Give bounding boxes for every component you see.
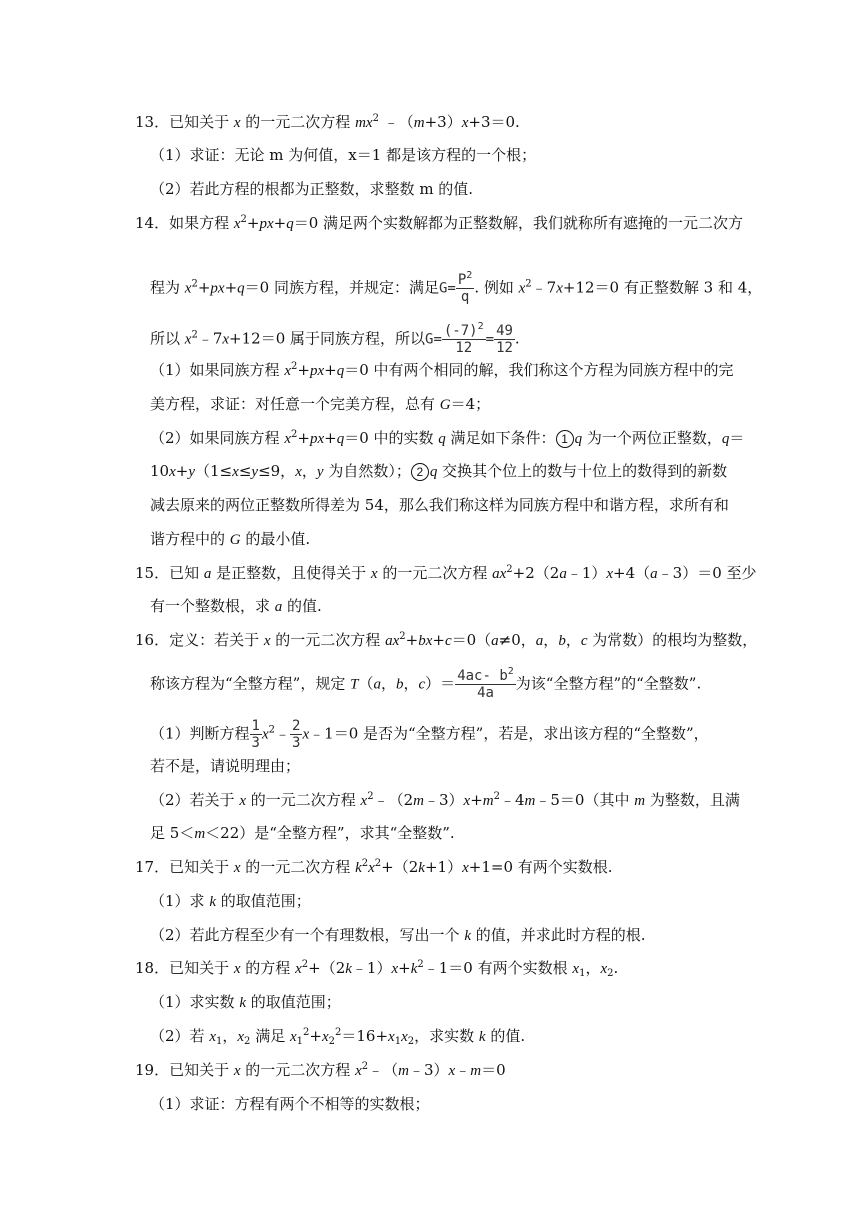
problem-17-part-1: （1）求 k 的取值范围； bbox=[150, 892, 311, 910]
problem-14-line-2: 程为 $x^2+px+q=0$ 同族方程，并规定：满足G= $\frac{P^2}{q}$ . 例如 $x^2﹣7x+12=0$ 有正整数解 3 和 4， bbox=[150, 270, 763, 305]
problem-17-stem: 17．已知关于 x 的一元二次方程 $k^2x^2+(2k+1)x+1=0$ 有两个实数根. bbox=[135, 858, 613, 876]
problem-17-part-2: （2）若此方程至少有一个有理数根，写出一个 k 的值，并求此时方程的根. bbox=[150, 926, 646, 944]
fraction-2-over-3: $\frac{2}{3}$ bbox=[292, 718, 301, 751]
problem-14-part-2-line-3: 减去原来的两位正整数所得差为 54，那么我们称这样为同族方程中和谐方程，求所有和 bbox=[150, 496, 729, 514]
problem-19-part-1: （1）求证：方程有两个不相等的实数根； bbox=[150, 1095, 430, 1113]
problem-19-stem: 19．已知关于 x 的一元二次方程 $x^2﹣(m﹣3)x﹣m=0$ bbox=[135, 1061, 506, 1079]
problem-16-line-2: 称该方程为“全整方程”，规定 T（a，b，c）＝ $\frac{4ac- b^2}{4a}$ 为该“全整方程”的“全整数”. bbox=[150, 666, 702, 701]
problem-13-part-1: （1）求证：无论 m 为何值，x＝1 都是该方程的一个根； bbox=[150, 146, 537, 164]
problem-16-part-2-line-1: （2）若关于 x 的一元二次方程 $x^2﹣(2m﹣3)x+m^2﹣4m﹣5=0$（其中 m 为整数，且满 bbox=[150, 791, 740, 809]
problem-16-part-1-line-1: （1）判断方程 $\frac{1}{3}$ $x^2﹣$ $\frac{2}{3}$ x﹣1＝0 是否为“全整方程”，若是，求出该方程的“全整数”， bbox=[150, 718, 709, 751]
problem-18-part-2: （2）若 $x_1$，$x_2$ 满足 $x_1^2+x_2^2=16+x_1x_2$，求实数 k 的值. bbox=[150, 1027, 526, 1047]
problem-14-part-2-line-1: （2）如果同族方程 $x^2+px+q=0$ 中的实数 q 满足如下条件： 1 q 为一个两位正整数，q＝ bbox=[150, 429, 745, 447]
fraction-4ac-minus-b2-over-4a: $\frac{4ac- b^2}{4a}$ bbox=[457, 666, 514, 701]
problem-13-part-2: （2）若此方程的根都为正整数，求整数 m 的值. bbox=[150, 180, 474, 198]
problem-18-part-1: （1）求实数 k 的取值范围； bbox=[150, 993, 341, 1011]
problem-15-line-1: 15．已知 a 是正整数，且使得关于 x 的一元二次方程 $ax^2+2(2a﹣1)x+4(a﹣3)=0$ 至少 bbox=[135, 564, 757, 582]
fraction-1-over-3: $\frac{1}{3}$ bbox=[251, 718, 260, 751]
problem-18-stem: 18．已知关于 x 的方程 $x^2+(2k﹣1)x+k^2﹣1=0$ 有两个实数根 $x_1$，$x_2$. bbox=[135, 959, 619, 979]
problem-16-line-1: 16．定义：若关于 x 的一元二次方程 $ax^2+bx+c=0(a\ne 0$，a，b，c 为常数）的根均为整数， bbox=[135, 631, 758, 649]
fraction-neg7-sq-over-12: $\frac{(-7)^2}{12}$ bbox=[443, 321, 484, 356]
problem-14-part-2-line-2: 10x+y（1≤x≤y≤9，x，y 为自然数）； 2 q 交换其个位上的数与十位上的数得到的新数 bbox=[150, 462, 728, 480]
problem-14-part-1-line-2: 美方程，求证：对任意一个完美方程，总有 G＝4； bbox=[150, 395, 491, 413]
problem-14-part-2-line-4: 谐方程中的 G 的最小值. bbox=[150, 530, 311, 548]
fraction-49-over-12: $\frac{49}{12}$ bbox=[496, 323, 513, 356]
problem-15-line-2: 有一个整数根，求 a 的值. bbox=[150, 597, 322, 615]
problem-16-part-2-line-2: 足 5＜m＜22）是“全整方程”，求其“全整数”. bbox=[150, 824, 455, 842]
problem-14-part-1-line-1: （1）如果同族方程 $x^2+px+q=0$ 中有两个相同的解，我们称这个方程为同族方程中的完 bbox=[150, 361, 734, 379]
problem-13-stem: 13．已知关于 x 的一元二次方程 $mx^2$ ﹣（m+3）x+3＝0. bbox=[135, 113, 520, 131]
fraction-p2-over-q: $\frac{P^2}{q}$ bbox=[457, 270, 473, 305]
problem-14-line-3: 所以 $x^2﹣7x+12=0$ 属于同族方程，所以G= $\frac{(-7)^2}{12}$ = $\frac{49}{12}$ . bbox=[150, 321, 520, 356]
problem-14-line-1: 14．如果方程 $x^2+px+q=0$ 满足两个实数解都为正整数解，我们就称所有遮掩的一元二次方 bbox=[135, 214, 744, 232]
problem-16-part-1-line-2: 若不是，请说明理由； bbox=[150, 757, 301, 775]
